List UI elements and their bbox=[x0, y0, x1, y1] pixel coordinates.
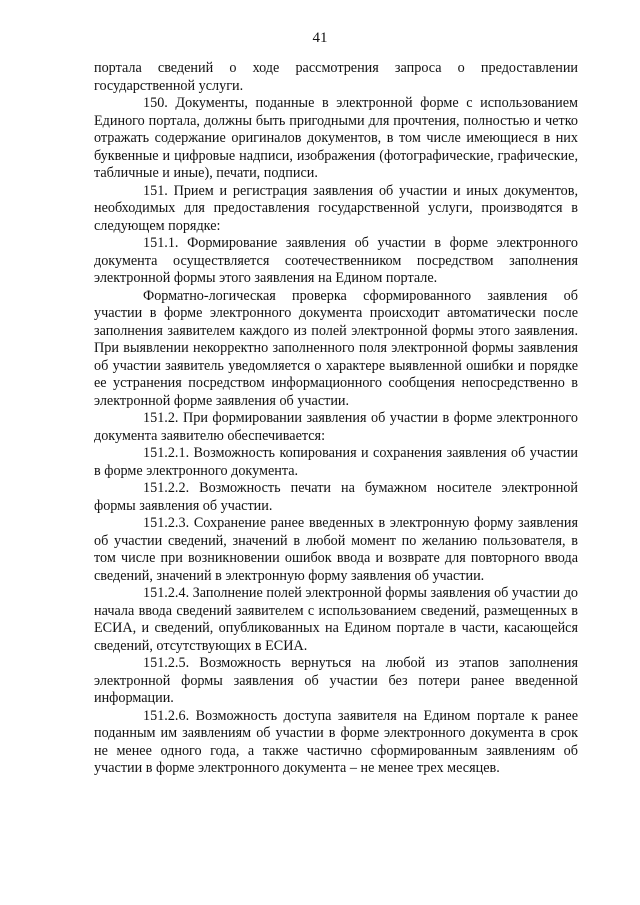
paragraph-151-1: 151.1. Формирование заявления об участии в форме электронного документа осуществляется соотечественником посредством заполнения электронной формы этого заявления на Едином портале. bbox=[94, 235, 578, 286]
paragraph-format-check: Форматно-логическая проверка сформированного заявления об участии в форме электронного документа происходит автоматически после заполнения заявителем каждого из полей электронной формы этого заявления. При выявлении некорректно заполненного поля электронной формы заявления об участии заявитель уведомляется о характере выявленной ошибки и порядке ее устранения посредством информационного сообщения непосредственно в электронной форме заявления об участии. bbox=[94, 287, 578, 409]
document-body bbox=[94, 60, 578, 778]
paragraph-151-2-6: 151.2.6. Возможность доступа заявителя на Едином портале к ранее поданным им заявлениям об участии в форме электронного документа в срок не менее одного года, а также частично сформированным заявлениям об участии в форме электронного документа – не менее трех месяцев. bbox=[94, 707, 578, 776]
paragraph-continuation: портала сведений о ходе рассмотрения запроса о предоставлении государственной услуги. bbox=[94, 60, 578, 94]
paragraph-151-2-5: 151.2.5. Возможность вернуться на любой из этапов заполнения электронной формы заявления об участии без потери ранее введенной информации. bbox=[94, 655, 578, 706]
page-number: 41 bbox=[312, 30, 328, 46]
paragraph-151-2: 151.2. При формировании заявления об участии в форме электронного документа заявителю обеспечивается: bbox=[94, 410, 578, 444]
paragraph-150: 150. Документы, поданные в электронной форме с использованием Единого портала, должны быть пригодными для прочтения, полностью и четко отражать содержание оригиналов документов, в том числе имеющиеся в них буквенные и цифровые надписи, изображения (фотографические, графические, табличные и иные), печати, подписи. bbox=[94, 95, 578, 181]
paragraph-151: 151. Прием и регистрация заявления об участии и иных документов, необходимых для предоставления государственной услуги, производятся в следующем порядке: bbox=[94, 182, 578, 234]
paragraph-151-2-4: 151.2.4. Заполнение полей электронной формы заявления об участии до начала ввода сведений заявителем с использованием сведений, размещенных в ЕСИА, и сведений, опубликованных на Едином портале в части, касающейся сведений, отсутствующих в ЕСИА. bbox=[94, 585, 579, 654]
paragraph-151-2-3: 151.2.3. Сохранение ранее введенных в электронную форму заявления об участии сведений, значений в любой момент по желанию пользователя, в том числе при возникновении ошибок ввода и возврате для повторного ввода сведений, значений в электронную форму заявления об участии. bbox=[94, 515, 578, 584]
paragraph-151-2-1: 151.2.1. Возможность копирования и сохранения заявления об участии в форме электронного документа. bbox=[94, 445, 578, 479]
paragraph-151-2-2: 151.2.2. Возможность печати на бумажном носителе электронной формы заявления об участии. bbox=[94, 480, 578, 514]
